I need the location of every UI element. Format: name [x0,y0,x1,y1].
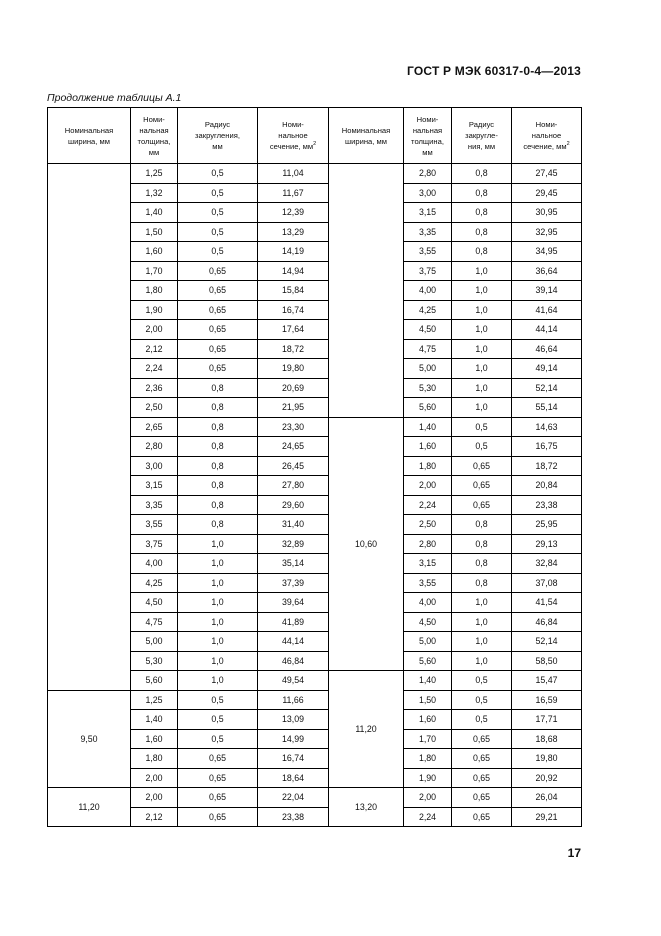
right-area-cell: 52,14 [512,632,582,652]
right-area-cell: 52,14 [512,378,582,398]
left-thickness-cell: 2,00 [131,768,178,788]
right-radius-cell: 1,0 [452,378,512,398]
right-thickness-cell: 4,50 [404,612,452,632]
left-thickness-cell: 1,80 [131,749,178,769]
left-thickness-cell: 2,00 [131,320,178,340]
table-row [48,690,582,710]
right-thickness-cell: 2,80 [404,534,452,554]
left-area-cell: 11,67 [258,183,329,203]
right-radius-cell: 0,65 [452,768,512,788]
left-width-group-cell [48,164,131,691]
right-radius-cell: 1,0 [452,261,512,281]
right-thickness-cell: 5,00 [404,359,452,379]
right-area-cell: 16,59 [512,690,582,710]
right-thickness-cell: 5,60 [404,651,452,671]
left-thickness-cell: 1,60 [131,242,178,262]
left-area-cell: 13,29 [258,222,329,242]
right-radius-cell: 0,8 [452,183,512,203]
left-area-cell: 16,74 [258,749,329,769]
left-area-cell: 17,64 [258,320,329,340]
right-area-cell: 29,45 [512,183,582,203]
right-area-cell: 55,14 [512,398,582,418]
right-radius-cell: 1,0 [452,612,512,632]
right-radius-cell: 1,0 [452,359,512,379]
right-area-cell: 30,95 [512,203,582,223]
right-radius-cell: 1,0 [452,300,512,320]
table-header-row [48,108,582,164]
right-area-cell: 18,72 [512,456,582,476]
right-thickness-cell: 2,80 [404,164,452,184]
left-area-cell: 18,64 [258,768,329,788]
right-area-cell: 32,95 [512,222,582,242]
left-thickness-cell: 5,00 [131,632,178,652]
right-area-cell: 23,38 [512,495,582,515]
right-radius-cell: 1,0 [452,281,512,301]
left-radius-cell: 0,8 [178,495,258,515]
left-radius-cell: 1,0 [178,632,258,652]
left-thickness-cell: 1,60 [131,729,178,749]
left-thickness-cell: 1,50 [131,222,178,242]
right-thickness-cell: 4,00 [404,281,452,301]
page-number: 17 [567,846,581,860]
left-width-group-cell: 11,20 [48,788,131,827]
right-area-cell: 49,14 [512,359,582,379]
right-thickness-cell: 1,40 [404,671,452,691]
right-area-cell: 44,14 [512,320,582,340]
left-radius-cell: 0,5 [178,222,258,242]
left-radius-cell: 0,5 [178,729,258,749]
left-thickness-cell: 2,12 [131,807,178,827]
right-thickness-cell: 1,90 [404,768,452,788]
right-thickness-cell: 1,80 [404,456,452,476]
right-thickness-cell: 1,80 [404,749,452,769]
left-area-cell: 35,14 [258,554,329,574]
right-thickness-cell: 3,55 [404,242,452,262]
right-thickness-cell: 5,60 [404,398,452,418]
right-width-group-cell [329,164,404,418]
right-area-cell: 15,47 [512,671,582,691]
left-radius-cell: 0,65 [178,300,258,320]
left-thickness-cell: 1,40 [131,203,178,223]
right-thickness-cell: 1,50 [404,690,452,710]
right-radius-cell: 0,5 [452,671,512,691]
left-col-header-width: Номинальная ширина, мм [48,108,131,164]
standard-designation: ГОСТ Р МЭК 60317-0-4—2013 [407,64,581,78]
right-thickness-cell: 3,15 [404,554,452,574]
left-radius-cell: 0,65 [178,788,258,808]
right-thickness-cell: 3,75 [404,261,452,281]
left-area-cell: 46,84 [258,651,329,671]
right-thickness-cell: 4,50 [404,320,452,340]
right-radius-cell: 1,0 [452,651,512,671]
left-radius-cell: 0,5 [178,164,258,184]
left-radius-cell: 0,8 [178,515,258,535]
left-radius-cell: 0,8 [178,378,258,398]
left-area-cell: 37,39 [258,573,329,593]
left-thickness-cell: 4,50 [131,593,178,613]
right-radius-cell: 0,65 [452,495,512,515]
right-area-cell: 29,21 [512,807,582,827]
right-thickness-cell: 2,24 [404,807,452,827]
left-radius-cell: 0,65 [178,749,258,769]
left-area-cell: 32,89 [258,534,329,554]
right-col-header-area: Номи- нальное сечение, $мм^2$ [512,108,582,164]
area-unit-superscript: 2 [313,141,317,147]
left-thickness-cell: 1,90 [131,300,178,320]
left-radius-cell: 1,0 [178,534,258,554]
right-area-cell: 14,63 [512,417,582,437]
right-thickness-cell: 3,15 [404,203,452,223]
right-area-cell: 39,14 [512,281,582,301]
right-radius-cell: 0,65 [452,456,512,476]
right-radius-cell: 0,8 [452,534,512,554]
right-radius-cell: 0,5 [452,710,512,730]
right-thickness-cell: 3,35 [404,222,452,242]
right-thickness-cell: 1,40 [404,417,452,437]
left-width-group-cell: 9,50 [48,690,131,788]
right-width-group-cell: 11,20 [329,671,404,788]
left-area-cell: 15,84 [258,281,329,301]
right-col-header-radius: Радиус закругле- ния, мм [452,108,512,164]
left-area-cell: 39,64 [258,593,329,613]
right-area-cell: 25,95 [512,515,582,535]
left-area-cell: 20,69 [258,378,329,398]
right-thickness-cell: 2,00 [404,476,452,496]
left-radius-cell: 0,5 [178,710,258,730]
left-thickness-cell: 1,80 [131,281,178,301]
left-thickness-cell: 4,00 [131,554,178,574]
left-thickness-cell: 5,60 [131,671,178,691]
left-area-cell: 12,39 [258,203,329,223]
left-thickness-cell: 1,70 [131,261,178,281]
left-radius-cell: 0,8 [178,437,258,457]
left-thickness-cell: 2,24 [131,359,178,379]
right-radius-cell: 0,65 [452,807,512,827]
right-col-header-width: Номинальная ширина, мм [329,108,404,164]
right-area-cell: 46,84 [512,612,582,632]
right-area-cell: 26,04 [512,788,582,808]
left-thickness-cell: 2,12 [131,339,178,359]
right-radius-cell: 0,8 [452,554,512,574]
left-radius-cell: 0,8 [178,476,258,496]
left-area-cell: 22,04 [258,788,329,808]
right-area-cell: 32,84 [512,554,582,574]
left-area-cell: 24,65 [258,437,329,457]
right-radius-cell: 1,0 [452,320,512,340]
left-thickness-cell: 1,40 [131,710,178,730]
right-area-cell: 36,64 [512,261,582,281]
left-col-header-thickness: Номи- нальная толщина, мм [131,108,178,164]
left-thickness-cell: 4,25 [131,573,178,593]
right-radius-cell: 1,0 [452,593,512,613]
right-radius-cell: 0,8 [452,242,512,262]
right-thickness-cell: 2,24 [404,495,452,515]
right-radius-cell: 0,65 [452,729,512,749]
left-area-cell: 21,95 [258,398,329,418]
right-area-cell: 41,64 [512,300,582,320]
left-thickness-cell: 3,75 [131,534,178,554]
left-area-cell: 29,60 [258,495,329,515]
right-area-cell: 16,75 [512,437,582,457]
left-area-cell: 23,38 [258,807,329,827]
left-thickness-cell: 3,00 [131,456,178,476]
left-area-cell: 26,45 [258,456,329,476]
right-thickness-cell: 5,30 [404,378,452,398]
right-radius-cell: 0,65 [452,476,512,496]
right-area-cell: 46,64 [512,339,582,359]
left-thickness-cell: 3,55 [131,515,178,535]
left-radius-cell: 0,8 [178,398,258,418]
left-radius-cell: 0,5 [178,183,258,203]
right-area-cell: 41,54 [512,593,582,613]
left-radius-cell: 0,65 [178,807,258,827]
left-radius-cell: 0,65 [178,359,258,379]
right-width-group-cell: 13,20 [329,788,404,827]
right-thickness-cell: 2,00 [404,788,452,808]
right-thickness-cell: 3,00 [404,183,452,203]
right-col-header-thickness: Номи- нальная толщина, мм [404,108,452,164]
right-radius-cell: 0,8 [452,164,512,184]
dimensions-table [47,107,582,827]
left-area-cell: 14,19 [258,242,329,262]
left-radius-cell: 0,65 [178,768,258,788]
left-area-cell: 13,09 [258,710,329,730]
right-thickness-cell: 1,70 [404,729,452,749]
left-thickness-cell: 5,30 [131,651,178,671]
left-col-header-radius: Радиус закругления, мм [178,108,258,164]
left-area-cell: 14,99 [258,729,329,749]
left-thickness-cell: 3,35 [131,495,178,515]
right-radius-cell: 0,8 [452,203,512,223]
left-radius-cell: 0,5 [178,203,258,223]
left-radius-cell: 1,0 [178,612,258,632]
left-area-cell: 11,66 [258,690,329,710]
left-area-cell: 11,04 [258,164,329,184]
left-radius-cell: 0,65 [178,320,258,340]
right-thickness-cell: 1,60 [404,437,452,457]
right-width-group-cell: 10,60 [329,417,404,671]
right-area-cell: 17,71 [512,710,582,730]
left-radius-cell: 1,0 [178,593,258,613]
right-area-cell: 18,68 [512,729,582,749]
right-radius-cell: 1,0 [452,398,512,418]
left-thickness-cell: 2,00 [131,788,178,808]
right-radius-cell: 0,5 [452,690,512,710]
left-radius-cell: 0,65 [178,339,258,359]
right-thickness-cell: 4,25 [404,300,452,320]
left-area-cell: 41,89 [258,612,329,632]
right-area-cell: 19,80 [512,749,582,769]
left-area-cell: 16,74 [258,300,329,320]
table-row [48,788,582,808]
left-thickness-cell: 1,25 [131,690,178,710]
left-thickness-cell: 3,15 [131,476,178,496]
left-area-cell: 49,54 [258,671,329,691]
right-area-cell: 20,92 [512,768,582,788]
left-radius-cell: 1,0 [178,573,258,593]
left-area-cell: 18,72 [258,339,329,359]
right-thickness-cell: 1,60 [404,710,452,730]
left-radius-cell: 0,8 [178,417,258,437]
left-radius-cell: 1,0 [178,554,258,574]
right-area-cell: 37,08 [512,573,582,593]
left-area-cell: 19,80 [258,359,329,379]
right-radius-cell: 0,5 [452,417,512,437]
right-area-cell: 20,84 [512,476,582,496]
right-radius-cell: 0,65 [452,788,512,808]
right-area-cell: 58,50 [512,651,582,671]
left-area-cell: 27,80 [258,476,329,496]
left-col-header-area: Номи- нальное сечение, $мм^2$ [258,108,329,164]
left-radius-cell: 0,5 [178,242,258,262]
right-radius-cell: 1,0 [452,632,512,652]
left-radius-cell: 0,65 [178,281,258,301]
left-area-cell: 44,14 [258,632,329,652]
right-radius-cell: 0,5 [452,437,512,457]
area-unit-superscript: 2 [566,141,570,147]
right-radius-cell: 0,8 [452,573,512,593]
right-area-cell: 29,13 [512,534,582,554]
left-radius-cell: 0,65 [178,261,258,281]
left-thickness-cell: 1,32 [131,183,178,203]
left-thickness-cell: 2,65 [131,417,178,437]
left-area-cell: 14,94 [258,261,329,281]
right-thickness-cell: 4,00 [404,593,452,613]
right-radius-cell: 0,8 [452,222,512,242]
right-thickness-cell: 2,50 [404,515,452,535]
left-thickness-cell: 4,75 [131,612,178,632]
right-radius-cell: 0,65 [452,749,512,769]
left-radius-cell: 1,0 [178,651,258,671]
right-thickness-cell: 5,00 [404,632,452,652]
left-thickness-cell: 2,80 [131,437,178,457]
left-radius-cell: 1,0 [178,671,258,691]
right-radius-cell: 1,0 [452,339,512,359]
left-radius-cell: 0,8 [178,456,258,476]
right-thickness-cell: 3,55 [404,573,452,593]
left-thickness-cell: 2,36 [131,378,178,398]
left-radius-cell: 0,5 [178,690,258,710]
right-area-cell: 27,45 [512,164,582,184]
table-row [48,164,582,184]
left-area-cell: 23,30 [258,417,329,437]
right-thickness-cell: 4,75 [404,339,452,359]
left-area-cell: 31,40 [258,515,329,535]
left-thickness-cell: 2,50 [131,398,178,418]
right-area-cell: 34,95 [512,242,582,262]
right-radius-cell: 0,8 [452,515,512,535]
table-caption: Продолжение таблицы А.1 [47,92,182,104]
left-thickness-cell: 1,25 [131,164,178,184]
